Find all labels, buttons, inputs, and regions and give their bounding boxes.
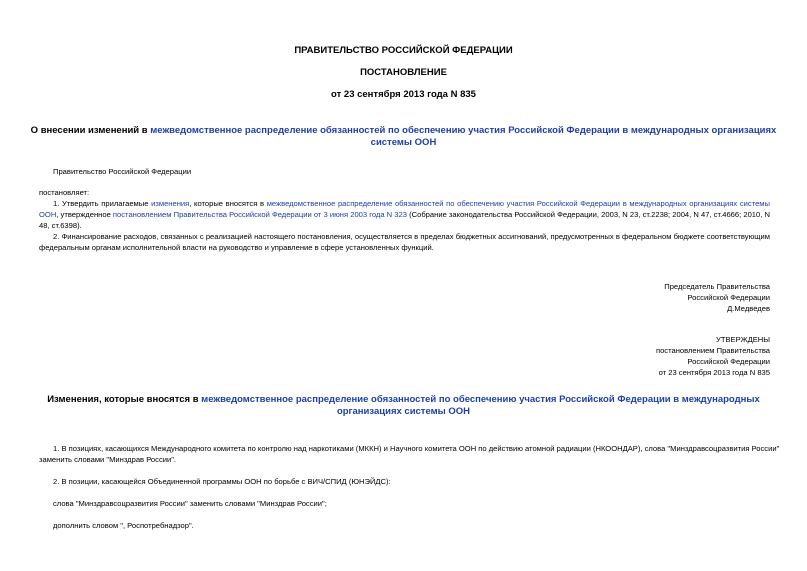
p1-text-4: (Собрание законодательства Российской Федерации, 2003, N 23, ст.2238; 2004, N 47, ст.4666; 2010, N 48, ст.6398). xyxy=(39,210,770,230)
heading-link[interactable]: межведомственное распределение обязанностей по обеспечению участия Российской Федерации в международных организациях системы ООН xyxy=(150,125,777,148)
change-2b: дополнить словом ", Роспотребнадзор". xyxy=(53,521,194,530)
changes-heading-prefix: Изменения, которые вносятся в xyxy=(47,394,202,405)
change-2: 2. В позиции, касающейся Объединенной программы ООН по борьбе с ВИЧ/СПИД (ЮНЭЙДС): xyxy=(53,477,391,486)
signature-position: Председатель Правительства xyxy=(664,282,770,291)
change-1-line-1: 1. В позициях, касающихся Международного комитета по контролю над наркотиками (МККН) и Научного комитета ООН по действию атомной радиации (НКООНДАР), слова "Минздравсоцразвития России" xyxy=(53,444,780,453)
changes-heading-link[interactable]: межведомственное распределение обязанностей по обеспечению участия Российской Федерации в международных организациях системы ООН xyxy=(201,394,760,417)
p1-text-1: 1. Утвердить прилагаемые xyxy=(53,199,152,208)
change-2a: слова "Минздравсоцразвития России" заменить словами "Минздрав России"; xyxy=(53,499,327,508)
document-heading xyxy=(30,125,777,149)
approved-by: постановлением Правительства xyxy=(655,346,770,355)
document-type: ПОСТАНОВЛЕНИЕ xyxy=(360,67,447,78)
signature-country: Российской Федерации xyxy=(687,293,770,302)
signature-name: Д.Медведев xyxy=(727,304,770,313)
document-date: от 23 сентября 2013 года N 835 xyxy=(331,89,476,100)
approved-country: Российской Федерации xyxy=(687,357,770,366)
changes-heading xyxy=(30,394,777,418)
government-title: ПРАВИТЕЛЬСТВО РОССИЙСКОЙ ФЕДЕРАЦИИ xyxy=(294,45,513,56)
heading-prefix: О внесении изменений в xyxy=(30,125,151,136)
link-distribution[interactable]: межведомственное распределение обязанностей по обеспечению участия Российской Федерации в международных организациях системы ООН xyxy=(39,199,770,219)
approved-date: от 23 сентября 2013 года N 835 xyxy=(658,368,770,377)
approved-label: УТВЕРЖДЕНЫ xyxy=(716,335,770,344)
government-line: Правительство Российской Федерации xyxy=(53,167,192,176)
paragraph-2: 2. Финансирование расходов, связанных с реализацией настоящего постановления, осуществляется в пределах бюджетных ассигнований, предусмотренных в федеральном бюджете соответствующим федеральным органам исполнительной власти на руководство и управление в сфере установленных функций. xyxy=(39,232,770,252)
decrees-line: постановляет: xyxy=(39,188,90,197)
link-changes[interactable]: изменения xyxy=(151,199,190,208)
p1-text-3: , утвержденное xyxy=(56,210,113,219)
paragraph-1 xyxy=(39,198,770,231)
link-resolution-323[interactable]: постановлением Правительства Российской Федерации от 3 июня 2003 года N 323 xyxy=(112,210,407,219)
change-1-line-2: заменить словами "Минздрав России". xyxy=(39,455,177,464)
p1-text-2: , которые вносятся в xyxy=(189,199,267,208)
